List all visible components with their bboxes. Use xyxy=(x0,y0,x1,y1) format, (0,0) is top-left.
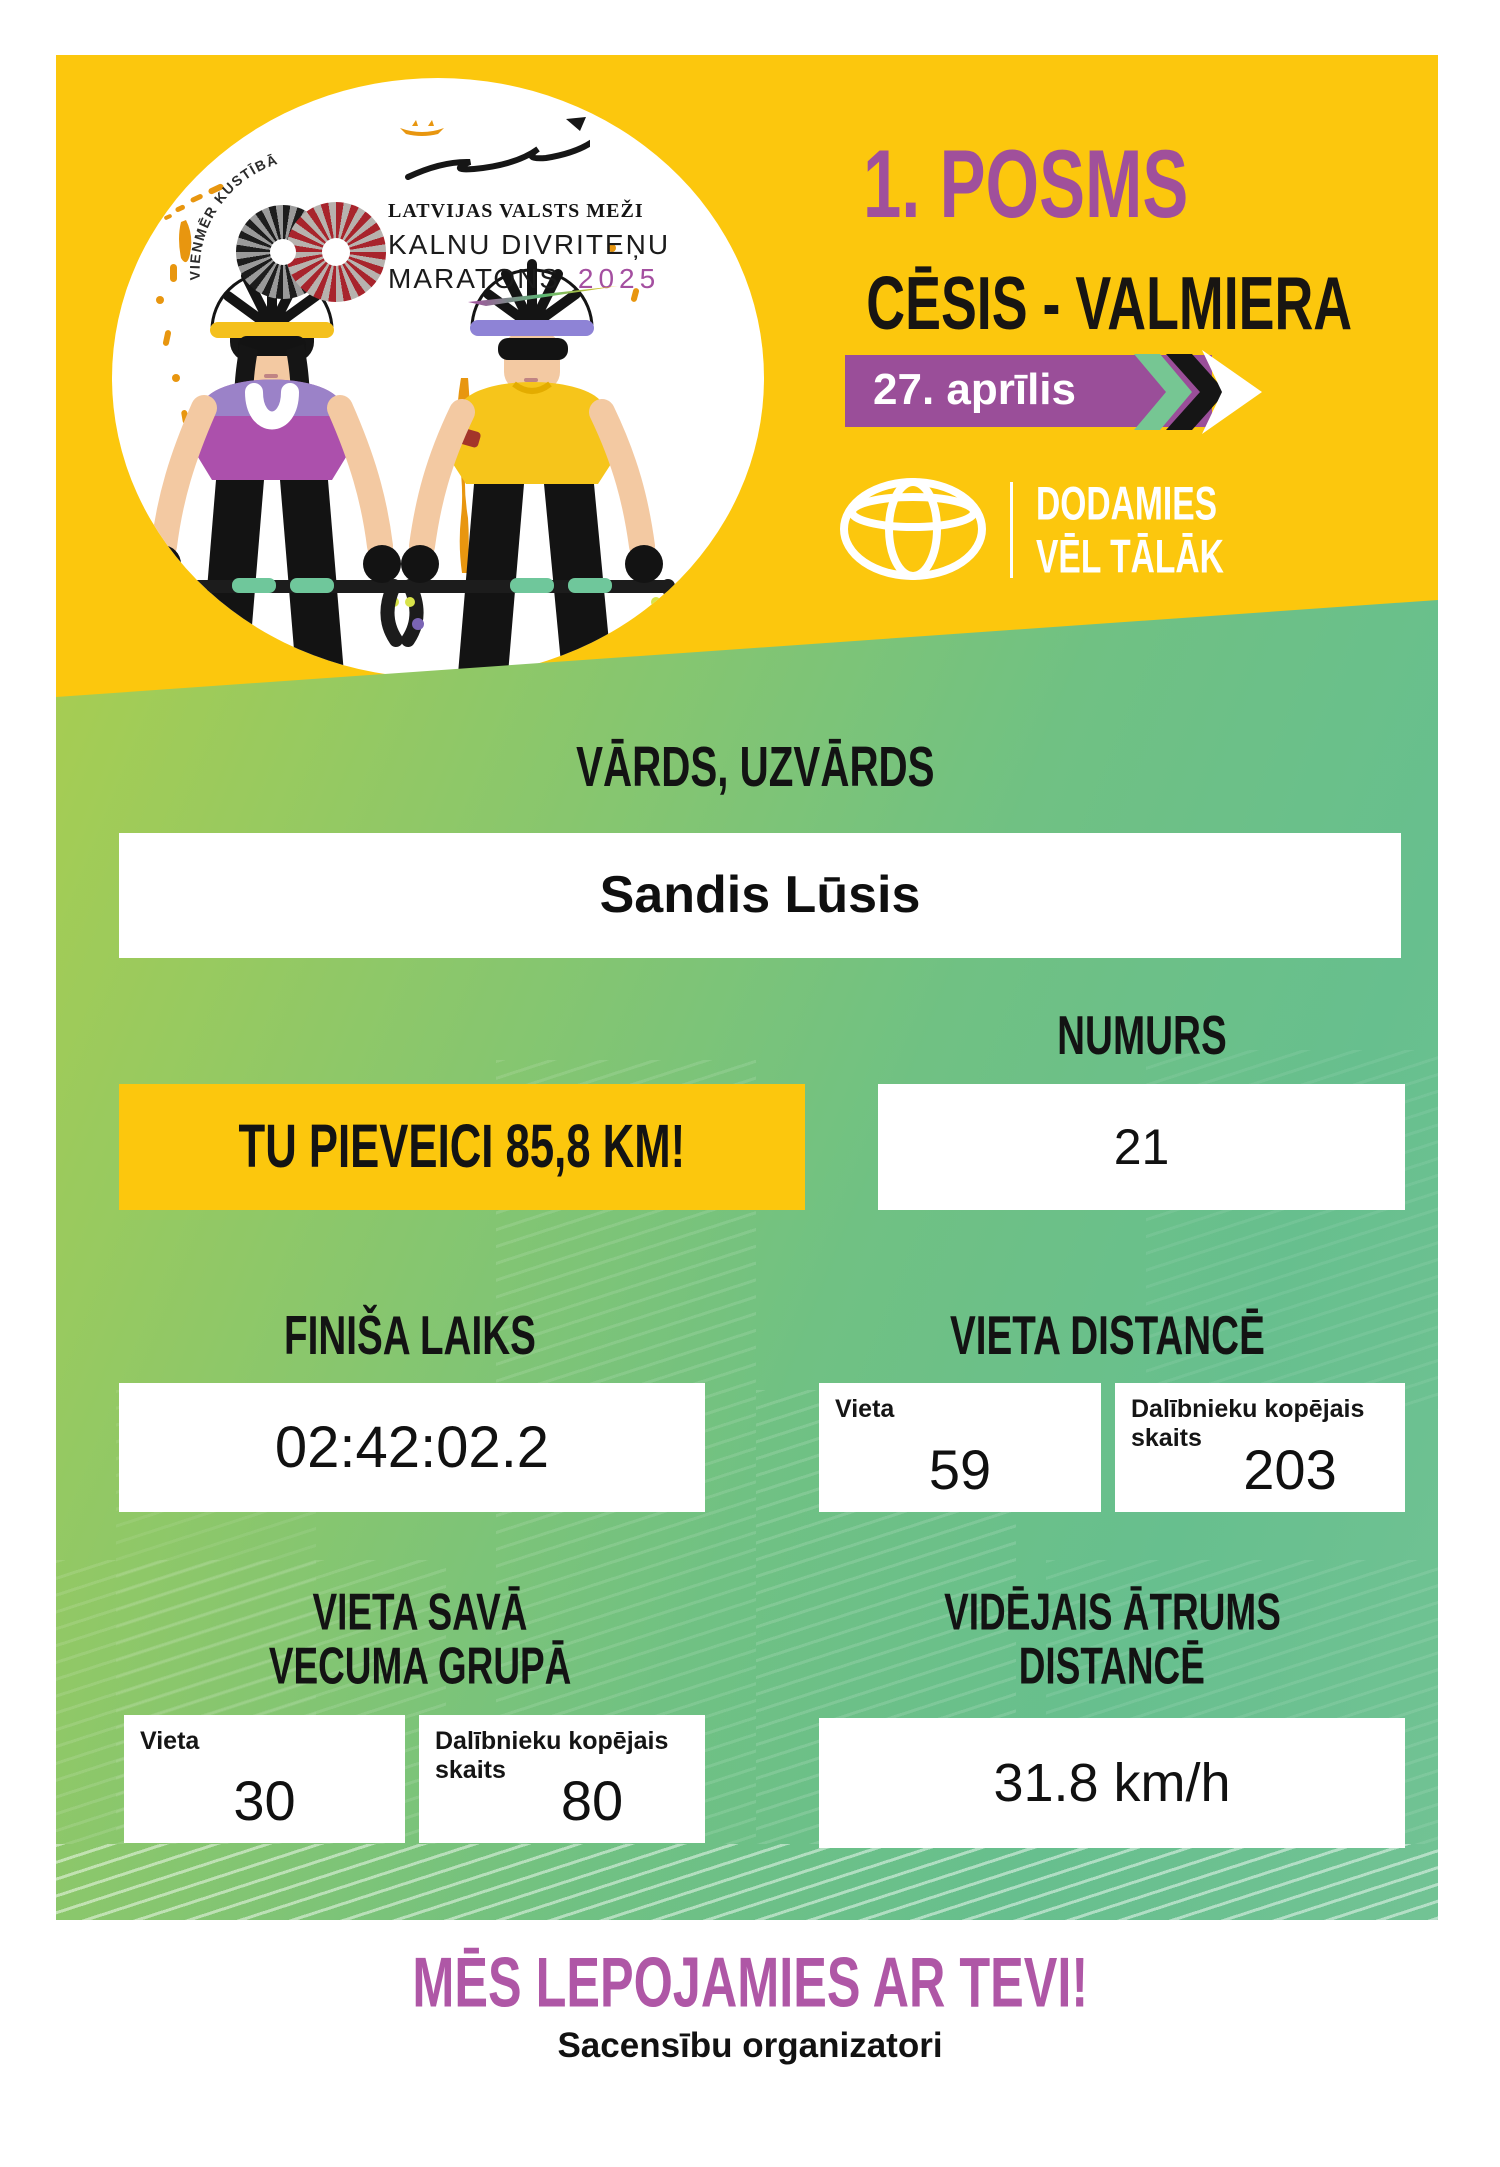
name-heading-label: VĀRDS, UZVĀRDS xyxy=(575,736,935,799)
stage-route-label: CĒSIS - VALMIERA xyxy=(866,260,1352,346)
speed-heading xyxy=(862,1583,1362,1696)
distance-banner-label: TU PIEVEICI 85,8 KM! xyxy=(238,1112,686,1182)
agegroup-place-box xyxy=(124,1715,405,1843)
sponsor-slogan-line1: DODAMIES xyxy=(1036,477,1218,530)
agegroup-place-label: Vieta xyxy=(140,1727,200,1755)
event-year: 2025 xyxy=(577,263,661,294)
distance-banner xyxy=(119,1084,805,1210)
number-heading xyxy=(942,1004,1342,1066)
event-logo-text xyxy=(388,200,688,295)
logo-swoosh-icon xyxy=(468,284,618,306)
footer-subline: Sacensību organizatori xyxy=(557,2026,943,2065)
agegroup-participants-label: Dalībnieku kopējais skaits xyxy=(435,1727,669,1784)
date-label: 27. aprīlis xyxy=(873,365,1077,414)
place-value: 59 xyxy=(928,1438,992,1501)
cyclist-male xyxy=(387,264,674,674)
speed-heading-line1: VIDĒJAIS ĀTRUMS xyxy=(943,1583,1281,1642)
agegroup-heading-line1: VIETA SAVĀ xyxy=(312,1583,528,1642)
stage-title-label: 1. POSMS xyxy=(863,130,1189,239)
speed-box xyxy=(819,1718,1405,1848)
agegroup-participants-box xyxy=(419,1715,705,1843)
svg-text:VIENMĒR KUSTĪBĀ xyxy=(186,151,280,281)
participants-value: 203 xyxy=(1243,1438,1337,1501)
sponsor-divider xyxy=(1010,482,1013,578)
place-heading xyxy=(857,1304,1357,1366)
agegroup-heading-line2: VECUMA GRUPĀ xyxy=(268,1637,572,1696)
finish-time-value: 02:42:02.2 xyxy=(274,1415,550,1480)
stage-title xyxy=(776,130,1276,239)
sponsor-slogan xyxy=(1036,477,1336,583)
agegroup-place-value: 30 xyxy=(233,1769,296,1832)
stage-route xyxy=(809,260,1409,346)
speed-heading-line2: DISTANCĒ xyxy=(1018,1637,1206,1696)
motto-arc-text xyxy=(178,118,378,288)
footer-headline xyxy=(0,1942,1500,2023)
footer-headline-label: MĒS LEPOJAMIES AR TEVI! xyxy=(412,1942,1088,2023)
canoe-icon xyxy=(398,118,446,136)
place-box xyxy=(819,1383,1101,1512)
motto-arc-label: VIENMĒR KUSTĪBĀ xyxy=(186,150,281,281)
finish-heading xyxy=(160,1304,660,1366)
speed-value: 31.8 km/h xyxy=(993,1753,1231,1813)
agegroup-participants-value: 80 xyxy=(560,1769,624,1832)
name-box xyxy=(119,833,1401,958)
trail-squiggle-icon xyxy=(390,95,590,185)
hatch-bottom-strip xyxy=(56,1844,1438,1920)
participant-number: 21 xyxy=(1113,1119,1170,1175)
finish-heading-label: FINIŠA LAIKS xyxy=(284,1304,536,1366)
number-box xyxy=(878,1084,1405,1210)
number-heading-label: NUMURS xyxy=(1057,1004,1227,1066)
event-name-line1: KALNU DIVRITEŅU xyxy=(388,229,671,260)
lvm-logo-label: LATVIJAS VALSTS MEŽI xyxy=(388,200,644,222)
finish-time-box xyxy=(119,1383,705,1512)
participants-label: Dalībnieku kopējais skaits xyxy=(1131,1395,1365,1452)
agegroup-heading xyxy=(170,1583,670,1696)
name-heading xyxy=(455,736,1055,799)
date-arrow-icon xyxy=(1130,348,1280,436)
toyota-logo-icon xyxy=(838,476,988,582)
participants-box xyxy=(1115,1383,1405,1512)
place-heading-label: VIETA DISTANCĒ xyxy=(949,1304,1265,1366)
sponsor-slogan-line2: VĒL TĀLĀK xyxy=(1036,530,1224,583)
event-name-line2: MARATONS xyxy=(388,263,561,294)
place-label: Vieta xyxy=(835,1395,895,1423)
participant-name: Sandis Lūsis xyxy=(599,866,921,924)
